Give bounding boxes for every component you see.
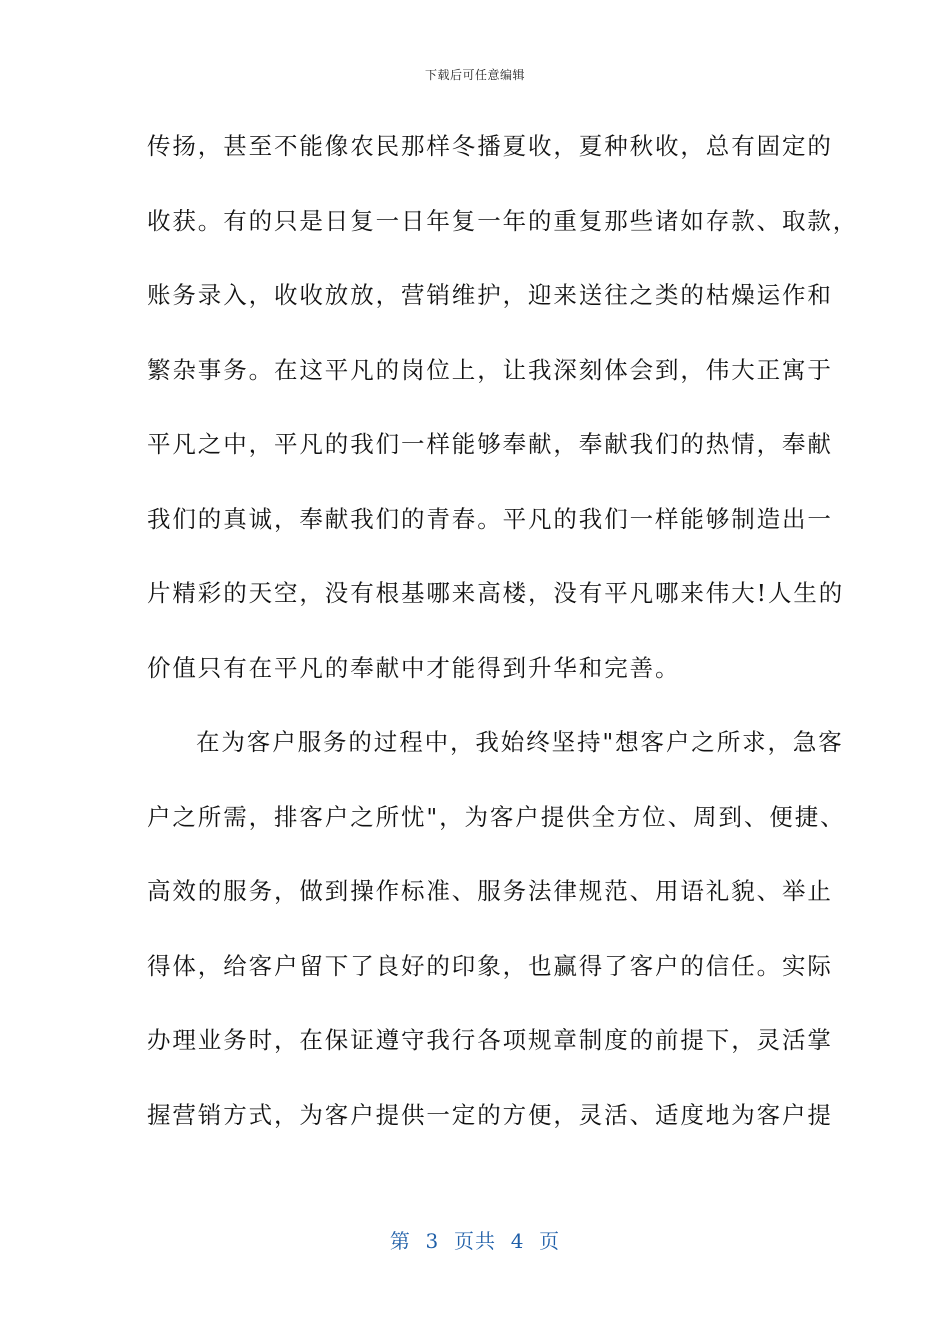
page-number-footer: 第 3 页共 4 页: [389, 1229, 561, 1253]
text-line: 账务录入，收收放放，营销维护，迎来送往之类的枯燥运作和: [147, 281, 833, 309]
text-line: 在为客户服务的过程中，我始终坚持"想客户之所求，急客: [196, 728, 844, 756]
text-line: 传扬，甚至不能像农民那样冬播夏收，夏种秋收，总有固定的: [147, 132, 833, 160]
text-line: 握营销方式，为客户提供一定的方便，灵活、适度地为客户提: [147, 1100, 833, 1129]
text-line: 繁杂事务。在这平凡的岗位上，让我深刻体会到，伟大正寓于: [147, 355, 833, 384]
page-header: 下载后可任意编辑: [424, 68, 525, 82]
paragraph: [147, 124, 859, 720]
paragraph: [147, 720, 846, 1167]
document-body: [147, 124, 859, 1167]
text-line: 户之所需，排客户之所忧"，为客户提供全方位、周到、便捷、: [147, 802, 846, 831]
text-line: 片精彩的天空，没有根基哪来高楼，没有平凡哪来伟大!人生的: [147, 579, 845, 607]
text-line: 高效的服务，做到操作标准、服务法律规范、用语礼貌、举止: [147, 877, 833, 905]
text-line: 我们的真诚，奉献我们的青春。平凡的我们一样能够制造出一: [147, 504, 833, 533]
text-line: 价值只有在平凡的奉献中才能得到升华和完善。: [147, 653, 681, 682]
text-line: 收获。有的只是日复一日年复一年的重复那些诸如存款、取款，: [147, 206, 859, 235]
text-line: 平凡之中，平凡的我们一样能够奉献，奉献我们的热情，奉献: [147, 430, 833, 458]
text-line: 办理业务时，在保证遵守我行各项规章制度的前提下，灵活掌: [147, 1026, 833, 1054]
text-line: 得体，给客户留下了良好的印象，也赢得了客户的信任。实际: [147, 951, 833, 980]
